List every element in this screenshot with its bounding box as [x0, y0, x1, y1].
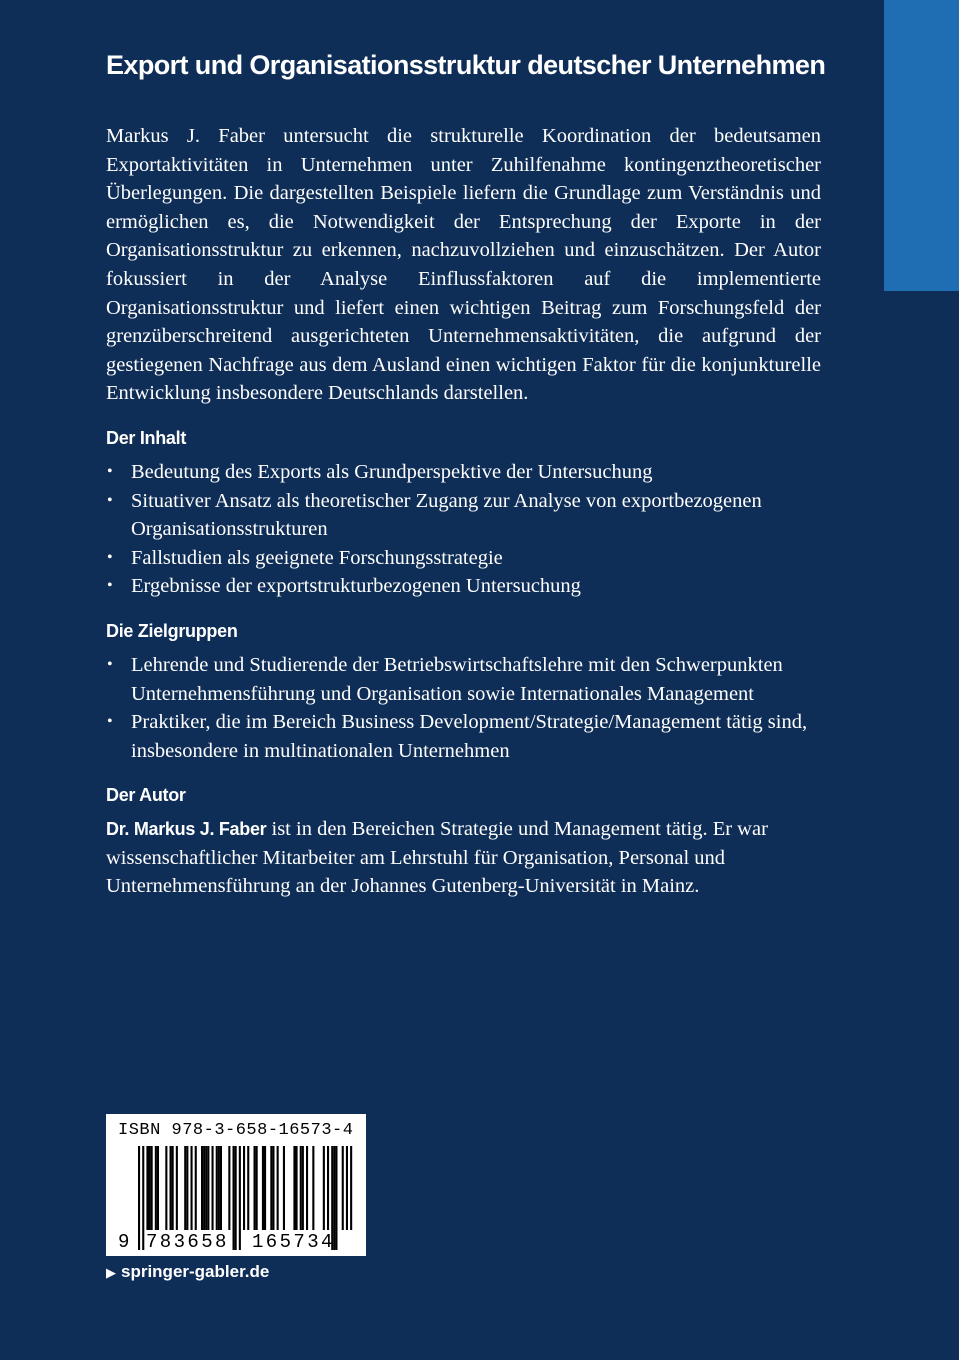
- barcode-bar: [235, 1146, 237, 1250]
- bullet-icon: •: [107, 713, 113, 731]
- barcode-bar: [346, 1146, 348, 1230]
- barcode-bar: [170, 1146, 172, 1230]
- barcode-bar: [138, 1146, 140, 1250]
- barcode-bar: [306, 1146, 308, 1230]
- barcode-bar: [151, 1146, 153, 1230]
- barcode-bar: [243, 1146, 245, 1230]
- barcode-bar: [195, 1146, 197, 1230]
- barcode-bar: [350, 1146, 352, 1230]
- barcode-bar: [205, 1146, 207, 1230]
- author-name: Dr. Markus J. Faber: [106, 819, 267, 840]
- barcode-bar: [228, 1146, 230, 1230]
- barcode-left-digits: 783658: [146, 1231, 229, 1253]
- book-blurb: Markus J. Faber untersucht die strukturelle Koordination der bedeutsamen Exportaktivitäten in Unternehmen unter Zuhilfenahme kontingenztheoretischer Überlegungen. Die dargestellten Beispiele liefern die Grundlage zum Verständnis und ermöglichen es, die Notwendigkeit der Entsprechung der Exporte in der Organisationsstruktur zu erkennen, nachzuvollziehen und einzuschätzen. Der Autor fokussiert in der Analyse Einflussfaktoren auf die implementierte Organisationsstruktur und liefert einen wichtigen Beitrag zum Forschungsfeld der grenzüberschreitend ausgerichteten Unternehmensaktivitäten, die aufgrund der gestiegenen Nachfrage aus dem Ausland einen wichtigen Faktor für die konjunkturelle Entwicklung insbesondere Deutschlands darstellen.: [106, 125, 821, 405]
- barcode-bar: [172, 1146, 174, 1230]
- list-item: • Lehrende und Studierende der Betriebswirtschaftslehre mit den Schwerpunkten Unternehmensführung und Organisation sowie Internationales Management: [106, 651, 821, 708]
- list-item: • Situativer Ansatz als theoretischer Zugang zur Analyse von exportbezogenen Organisationsstrukturen: [106, 487, 821, 544]
- audience-list: [106, 651, 821, 765]
- barcode-first-digit: 9: [118, 1231, 132, 1253]
- list-item: • Praktiker, die im Bereich Business Development/Strategie/Management tätig sind, insbesondere in multinationalen Unternehmen: [106, 708, 821, 765]
- list-item: • Bedeutung des Exports als Grundperspektive der Untersuchung: [106, 458, 821, 487]
- barcode-bar: [293, 1146, 295, 1230]
- barcode-bar: [239, 1146, 241, 1250]
- bullet-icon: •: [107, 548, 113, 566]
- barcode-bar: [262, 1146, 264, 1230]
- back-cover-content: [106, 40, 826, 901]
- barcode-bar: [296, 1146, 298, 1230]
- barcode-bar: [191, 1146, 193, 1230]
- isbn-barcode: [106, 1114, 366, 1256]
- barcode-bar: [218, 1146, 220, 1230]
- barcode-bar: [323, 1146, 325, 1230]
- barcode-bar: [157, 1146, 159, 1230]
- barcode-bar: [149, 1146, 151, 1230]
- bullet-icon: •: [107, 491, 113, 509]
- barcode-bar: [201, 1146, 203, 1230]
- barcode-bar: [176, 1146, 178, 1230]
- barcode-bar: [207, 1146, 209, 1230]
- cover-accent-bar: [884, 0, 959, 291]
- barcode-bar: [247, 1146, 249, 1230]
- content-list: [106, 458, 821, 601]
- barcode-bar: [203, 1146, 205, 1230]
- barcode-bar: [254, 1146, 256, 1230]
- author-heading: Der Autor: [106, 785, 186, 806]
- publisher-url: springer-gabler.de: [121, 1262, 270, 1281]
- bullet-icon: •: [107, 655, 113, 673]
- barcode-bar: [186, 1146, 188, 1230]
- barcode-bar: [142, 1146, 144, 1250]
- audience-heading: Die Zielgruppen: [106, 620, 238, 641]
- barcode-bar: [184, 1146, 186, 1230]
- barcode-bar: [342, 1146, 344, 1230]
- barcode-bar: [312, 1146, 314, 1230]
- barcode-bar: [220, 1146, 222, 1230]
- arrow-right-icon: ▶: [106, 1265, 116, 1280]
- barcode-bar: [264, 1146, 266, 1230]
- barcode-bar: [277, 1146, 279, 1230]
- barcode-bar: [335, 1146, 337, 1250]
- list-item: • Fallstudien als geeignete Forschungsstrategie: [106, 544, 821, 573]
- list-item: • Ergebnisse der exportstrukturbezogenen Untersuchung: [106, 572, 821, 601]
- barcode-bar: [327, 1146, 329, 1230]
- barcode-bar: [216, 1146, 218, 1230]
- publisher-link[interactable]: [106, 1262, 269, 1282]
- barcode-bar: [272, 1146, 274, 1230]
- barcode-bar: [212, 1146, 214, 1230]
- book-title: Export und Organisationsstruktur deutscher Unternehmen: [106, 50, 826, 80]
- barcode-bar: [270, 1146, 272, 1230]
- barcode-bar: [302, 1146, 304, 1230]
- barcode-bar: [155, 1146, 157, 1230]
- barcode-bar: [233, 1146, 235, 1250]
- barcode-bar: [256, 1146, 258, 1230]
- barcode-bar: [283, 1146, 285, 1230]
- bullet-icon: •: [107, 577, 113, 595]
- barcode-right-digits: 165734: [252, 1231, 335, 1253]
- barcode-bar: [146, 1146, 148, 1230]
- author-bio: Dr. Markus J. Faber ist in den Bereichen Strategie und Management tätig. Er war wissenschaftlicher Mitarbeiter am Lehrstuhl für Organisation, Personal und Unternehmensführung an der Johannes Gutenberg-Universität in Mainz.: [106, 818, 768, 898]
- isbn-label: ISBN 978-3-658-16573-4: [118, 1121, 354, 1140]
- barcode-bar: [300, 1146, 302, 1230]
- barcode-bar: [165, 1146, 167, 1230]
- content-heading: Der Inhalt: [106, 427, 187, 448]
- bullet-icon: •: [107, 462, 113, 480]
